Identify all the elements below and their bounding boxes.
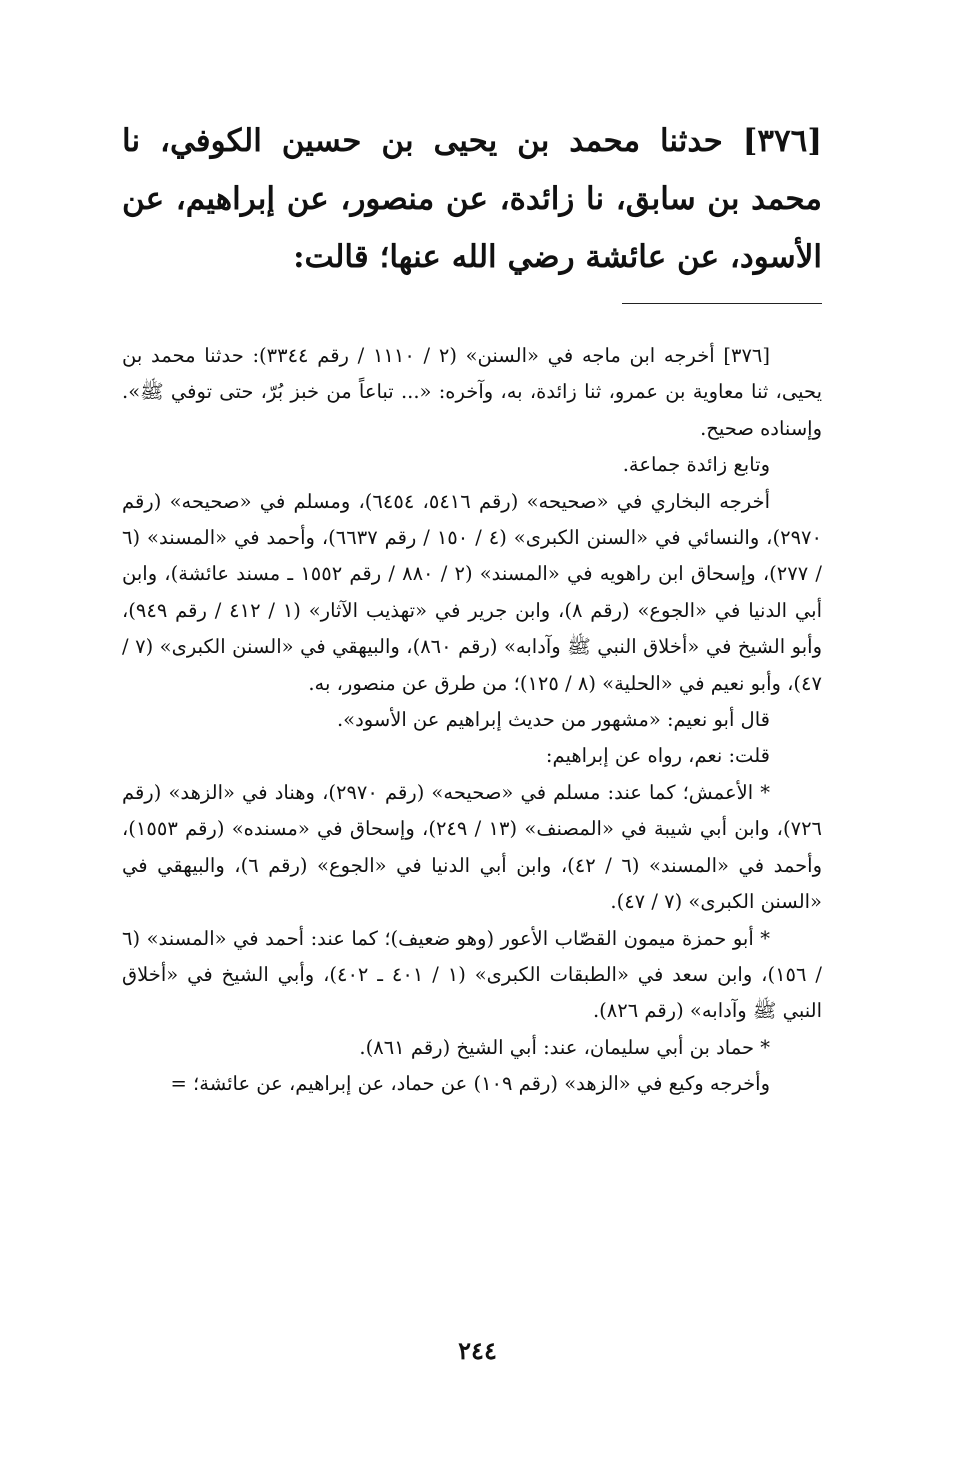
- footnote-paragraph: وأخرجه وكيع في «الزهد» (رقم ١٠٩) عن حماد، عن إبراهيم، عن عائشة؛ =: [170, 1072, 770, 1096]
- hadith-text: [122, 112, 822, 286]
- footnote-paragraph: * أبو حمزة ميمون القصّاب الأعور (وهو ضعيف)؛ كما عند: أحمد في «المسند» (٦ / ١٥٦)، وابن سعد في «الطبقات الكبرى» (١ / ٤٠١ ـ ٤٠٢)، وأبي الشيخ في «أخلاق النبي ﷺ وآدابه» (رقم ٨٢٦).: [122, 926, 822, 1023]
- footnote-paragraph: [٣٧٦] أخرجه ابن ماجه في «السنن» (٢ / ١١١٠ / رقم ٣٣٤٤): حدثنا محمد بن يحيى، ثنا معاوية بن عمرو، ثنا زائدة، به، وآخره: «... تباعاً من خبز بُرّ، حتى توفي ﷺ». وإسناده صحيح.: [122, 344, 822, 440]
- footnote-paragraph: * حماد بن أبي سليمان، عند: أبي الشيخ (رقم ٨٦١).: [359, 1035, 770, 1059]
- footnote-paragraph: قال أبو نعيم: «مشهور من حديث إبراهيم عن الأسود».: [336, 708, 770, 732]
- footnote-divider: [622, 303, 822, 304]
- footnote-paragraph: وتابع زائدة جماعة.: [622, 453, 770, 477]
- hadith-paragraph: [٣٧٦] حدثنا محمد بن يحيى بن حسين الكوفي، نا محمد بن سابق، نا زائدة، عن منصور، عن إبراهيم، عن الأسود، عن عائشة رضي الله عنها؛ قالت:: [122, 123, 822, 275]
- footnote-paragraph: * الأعمش؛ كما عند: مسلم في «صحيحه» (رقم ٢٩٧٠)، وهناد في «الزهد» (رقم ٧٢٦)، وابن أبي شيبة في «المصنف» (١٣ / ٢٤٩)، وإسحاق في «مسنده» (رقم ١٥٥٣)، وأحمد في «المسند» (٦ / ٤٢)، وابن أبي الدنيا في «الجوع» (رقم ٦)، والبيهقي في «السنن الكبرى» (٧ / ٤٧).: [122, 780, 823, 914]
- page-number: ٢٤٤: [458, 1336, 497, 1365]
- footnote-paragraph: قلت: نعم، رواه عن إبراهيم:: [545, 744, 770, 768]
- footnotes-section: [122, 338, 822, 1103]
- footnote-paragraph: أخرجه البخاري في «صحيحه» (رقم ٥٤١٦، ٦٤٥٤)، ومسلم في «صحيحه» (رقم ٢٩٧٠)، والنسائي في «السنن الكبرى» (٤ / ١٥٠ / رقم ٦٦٣٧)، وأحمد في «المسند» (٦ / ٢٧٧)، وإسحاق ابن راهويه في «المسند» (٢ / ٨٨٠ / رقم ١٥٥٢ ـ مسند عائشة)، وابن أبي الدنيا في «الجوع» (رقم ٨)، وابن جرير في «تهذيب الآثار» (١ / ٤١٢ / رقم ٩٤٩)، وأبو الشيخ في «أخلاق النبي ﷺ وآدابه» (رقم ٨٦٠)، والبيهقي في «السنن الكبرى» (٧ / ٤٧)، وأبو نعيم في «الحلية» (٨ / ١٢٥)؛ من طرق عن منصور، به.: [122, 489, 822, 695]
